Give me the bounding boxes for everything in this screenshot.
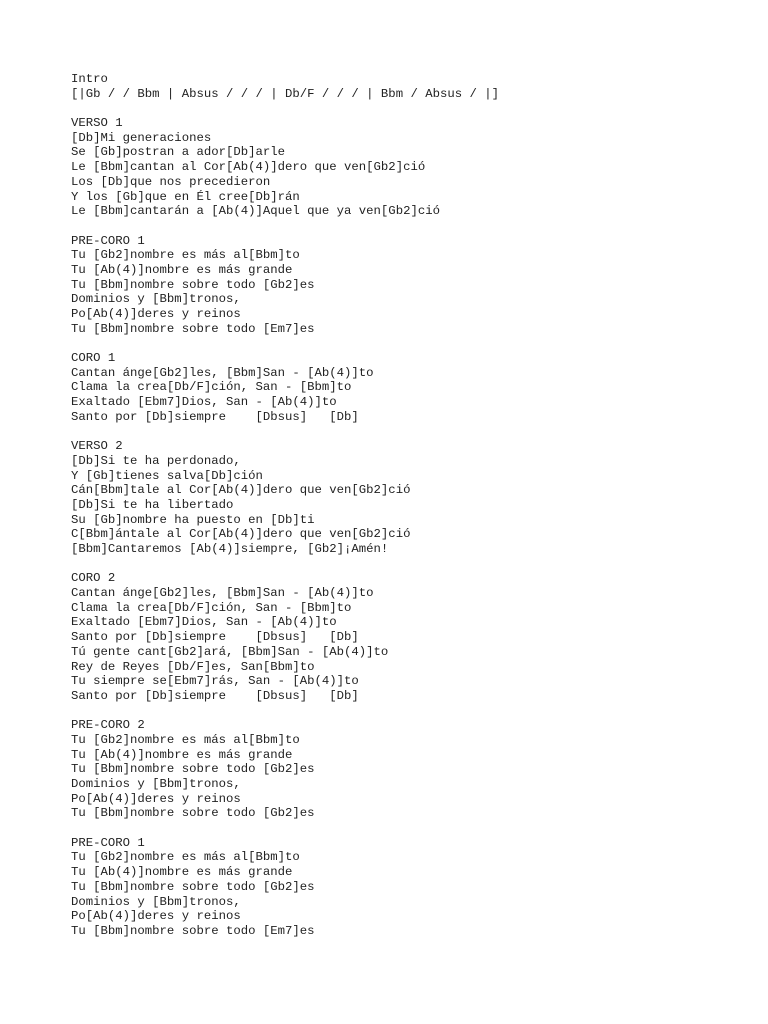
- lyric-line: Tu [Ab(4)]nombre es más grande: [71, 747, 293, 762]
- chord-sheet-document: [71, 72, 748, 953]
- lyric-line: Tu [Bbm]nombre sobre todo [Gb2]es: [71, 806, 315, 821]
- section-coro-2: [71, 571, 748, 703]
- lyric-line: Los [Db]que nos precedieron: [71, 174, 271, 189]
- section-intro: [71, 72, 748, 101]
- lyric-line: Tu [Gb2]nombre es más al[Bbm]to: [71, 248, 300, 263]
- section-heading: VERSO 2: [71, 439, 123, 454]
- lyric-line: Santo por [Db]siempre [Dbsus] [Db]: [71, 409, 359, 424]
- lyric-line: Clama la crea[Db/F]ción, San - [Bbm]to: [71, 600, 352, 615]
- lyric-line: Cantan ánge[Gb2]les, [Bbm]San - [Ab(4)]to: [71, 586, 374, 601]
- lyric-line: [Db]Si te ha libertado: [71, 497, 234, 512]
- lyric-line: Tu [Gb2]nombre es más al[Bbm]to: [71, 850, 300, 865]
- lyric-line: Y [Gb]tienes salva[Db]ción: [71, 468, 263, 483]
- lyric-line: Tu [Gb2]nombre es más al[Bbm]to: [71, 732, 300, 747]
- lyric-line: Tu siempre se[Ebm7]rás, San - [Ab(4)]to: [71, 674, 359, 689]
- lyric-line: Clama la crea[Db/F]ción, San - [Bbm]to: [71, 380, 352, 395]
- lyric-line: Tu [Bbm]nombre sobre todo [Em7]es: [71, 923, 315, 938]
- section-pre-coro-1-repeat: [71, 836, 748, 939]
- lyric-line: Dominios y [Bbm]tronos,: [71, 292, 241, 307]
- section-heading: PRE-CORO 2: [71, 718, 145, 733]
- lyric-line: Tu [Bbm]nombre sobre todo [Gb2]es: [71, 277, 315, 292]
- lyric-line: Rey de Reyes [Db/F]es, San[Bbm]to: [71, 659, 315, 674]
- lyric-line: [Db]Si te ha perdonado,: [71, 453, 241, 468]
- section-heading: CORO 2: [71, 571, 116, 586]
- section-pre-coro-2: [71, 718, 748, 821]
- lyric-line: [Bbm]Cantaremos [Ab(4)]siempre, [Gb2]¡Amén!: [71, 542, 389, 556]
- lyric-line: C[Bbm]ántale al Cor[Ab(4)]dero que ven[Gb2]ció: [71, 527, 411, 542]
- lyric-line: Po[Ab(4)]deres y reinos: [71, 909, 241, 924]
- lyric-line: Tu [Ab(4)]nombre es más grande: [71, 262, 293, 277]
- lyric-line: Tú gente cant[Gb2]ará, [Bbm]San - [Ab(4)]to: [71, 644, 389, 659]
- lyric-line: Tu [Bbm]nombre sobre todo [Gb2]es: [71, 762, 315, 777]
- lyric-line: [Db]Mi generaciones: [71, 130, 212, 145]
- lyric-line: Dominios y [Bbm]tronos,: [71, 777, 241, 791]
- section-heading: PRE-CORO 1: [71, 233, 145, 248]
- lyric-line: Santo por [Db]siempre [Dbsus] [Db]: [71, 630, 359, 645]
- section-coro-1: [71, 351, 748, 424]
- lyric-line: Y los [Gb]que en Él cree[Db]rán: [71, 189, 300, 204]
- section-pre-coro-1: [71, 234, 748, 337]
- lyric-line: Dominios y [Bbm]tronos,: [71, 894, 241, 909]
- lyric-line: Cantan ánge[Gb2]les, [Bbm]San - [Ab(4)]to: [71, 365, 374, 380]
- lyric-line: Exaltado [Ebm7]Dios, San - [Ab(4)]to: [71, 395, 337, 410]
- lyric-line: Po[Ab(4)]deres y reinos: [71, 307, 241, 321]
- chord-line: [|Gb / / Bbm | Absus / / / | Db/F / / / | Bbm / Absus / |]: [71, 86, 500, 101]
- lyric-line: Cán[Bbm]tale al Cor[Ab(4)]dero que ven[Gb2]ció: [71, 483, 411, 498]
- lyric-line: Po[Ab(4)]deres y reinos: [71, 791, 241, 806]
- section-verso-1: [71, 116, 748, 219]
- section-heading: VERSO 1: [71, 116, 123, 131]
- section-verso-2: [71, 439, 748, 557]
- lyric-line: Tu [Ab(4)]nombre es más grande: [71, 865, 293, 880]
- lyric-line: Le [Bbm]cantan al Cor[Ab(4)]dero que ven[Gb2]ció: [71, 160, 426, 175]
- section-heading: CORO 1: [71, 351, 116, 366]
- lyric-line: Tu [Bbm]nombre sobre todo [Gb2]es: [71, 879, 315, 894]
- lyric-line: Exaltado [Ebm7]Dios, San - [Ab(4)]to: [71, 615, 337, 630]
- section-heading: Intro: [71, 72, 108, 86]
- lyric-line: Santo por [Db]siempre [Dbsus] [Db]: [71, 688, 359, 703]
- lyric-line: Se [Gb]postran a ador[Db]arle: [71, 145, 286, 160]
- lyric-line: Su [Gb]nombre ha puesto en [Db]ti: [71, 512, 315, 527]
- section-heading: PRE-CORO 1: [71, 835, 145, 850]
- lyric-line: Tu [Bbm]nombre sobre todo [Em7]es: [71, 321, 315, 336]
- lyric-line: Le [Bbm]cantarán a [Ab(4)]Aquel que ya ven[Gb2]ció: [71, 204, 440, 219]
